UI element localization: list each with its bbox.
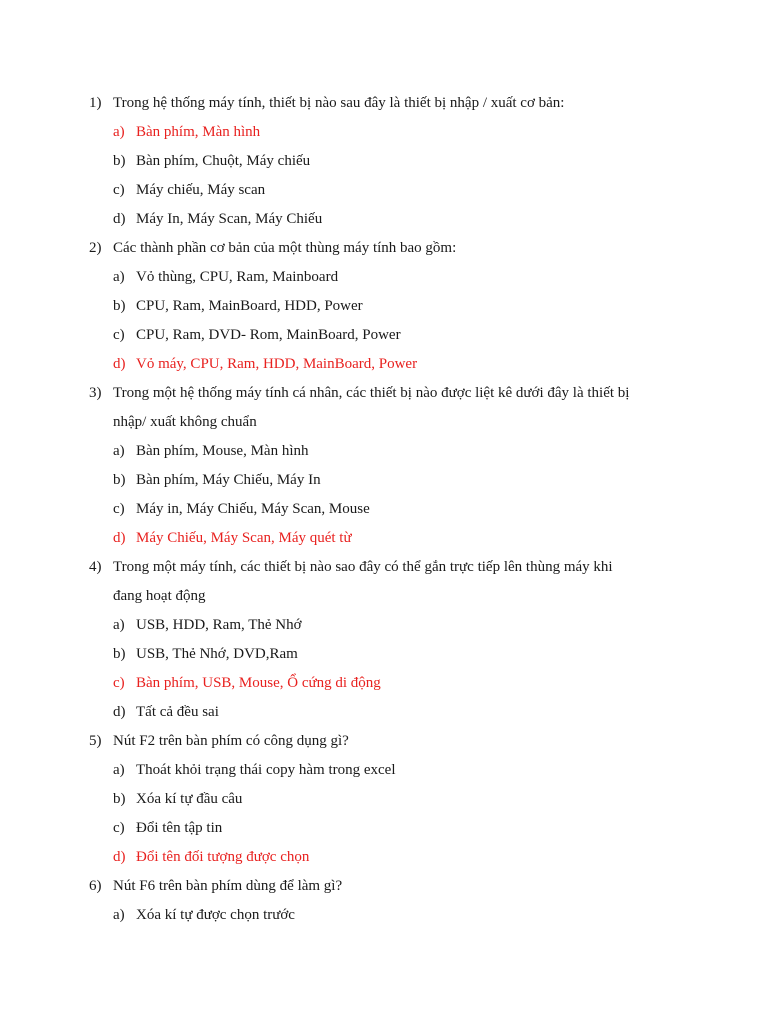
option-letter: b) — [113, 791, 126, 807]
option-letter: c) — [113, 182, 125, 198]
option-text: CPU, Ram, DVD- Rom, MainBoard, Power — [136, 327, 401, 343]
option-text: Máy in, Máy Chiếu, Máy Scan, Mouse — [136, 501, 370, 517]
question-number: 5) — [89, 733, 102, 749]
question-number: 1) — [89, 95, 102, 111]
option-text: Bàn phím, Máy Chiếu, Máy In — [136, 472, 321, 488]
option-text: CPU, Ram, MainBoard, HDD, Power — [136, 298, 363, 314]
option-text: Đổi tên đối tượng được chọn — [136, 849, 310, 865]
option-text: Thoát khỏi trạng thái copy hàm trong excel — [136, 762, 396, 778]
option-letter: a) — [113, 443, 125, 459]
option-letter: a) — [113, 124, 125, 140]
question-text: Trong một máy tính, các thiết bị nào sao đây có thể gắn trực tiếp lên thùng máy khi — [113, 559, 613, 575]
option-text: Xóa kí tự được chọn trước — [136, 907, 295, 923]
option-text: Máy Chiếu, Máy Scan, Máy quét từ — [136, 530, 352, 546]
option-text: USB, HDD, Ram, Thẻ Nhớ — [136, 617, 302, 633]
option-letter: b) — [113, 298, 126, 314]
question-number: 4) — [89, 559, 102, 575]
question-text: Trong một hệ thống máy tính cá nhân, các thiết bị nào được liệt kê dưới đây là thiết bị — [113, 385, 630, 401]
option-text: Máy In, Máy Scan, Máy Chiếu — [136, 211, 323, 227]
option-text: Tất cả đều sai — [136, 704, 219, 720]
option-letter: c) — [113, 501, 125, 517]
question-text: Nút F2 trên bàn phím có công dụng gì? — [113, 733, 349, 749]
question-number: 6) — [89, 878, 102, 894]
option-text: USB, Thẻ Nhớ, DVD,Ram — [136, 646, 298, 662]
option-letter: d) — [113, 356, 126, 372]
option-letter: d) — [113, 211, 126, 227]
option-text: Xóa kí tự đầu câu — [136, 791, 243, 807]
option-letter: b) — [113, 472, 126, 488]
option-text: Vỏ máy, CPU, Ram, HDD, MainBoard, Power — [136, 356, 418, 372]
option-letter: d) — [113, 704, 126, 720]
option-letter: a) — [113, 907, 125, 923]
question-text: Trong hệ thống máy tính, thiết bị nào sau đây là thiết bị nhập / xuất cơ bản: — [113, 95, 565, 111]
option-letter: c) — [113, 820, 125, 836]
option-letter: a) — [113, 762, 125, 778]
option-text: Bàn phím, USB, Mouse, Ổ cứng di động — [136, 675, 381, 691]
option-letter: d) — [113, 530, 126, 546]
option-text: Vỏ thùng, CPU, Ram, Mainboard — [136, 269, 339, 285]
question-number: 2) — [89, 240, 102, 256]
question-text: đang hoạt động — [113, 588, 206, 604]
question-text: Các thành phần cơ bản của một thùng máy tính bao gồm: — [113, 240, 457, 256]
question-number: 3) — [89, 385, 102, 401]
option-letter: a) — [113, 269, 125, 285]
option-letter: c) — [113, 327, 125, 343]
option-letter: c) — [113, 675, 125, 691]
option-letter: b) — [113, 153, 126, 169]
option-letter: d) — [113, 849, 126, 865]
option-text: Máy chiếu, Máy scan — [136, 182, 266, 198]
option-text: Bàn phím, Chuột, Máy chiếu — [136, 153, 311, 169]
question-text: Nút F6 trên bàn phím dùng để làm gì? — [113, 878, 343, 894]
option-text: Đổi tên tập tin — [136, 820, 223, 836]
question-text: nhập/ xuất không chuẩn — [113, 414, 257, 430]
option-letter: b) — [113, 646, 126, 662]
option-letter: a) — [113, 617, 125, 633]
option-text: Bàn phím, Mouse, Màn hình — [136, 443, 309, 459]
option-text: Bàn phím, Màn hình — [136, 124, 261, 140]
